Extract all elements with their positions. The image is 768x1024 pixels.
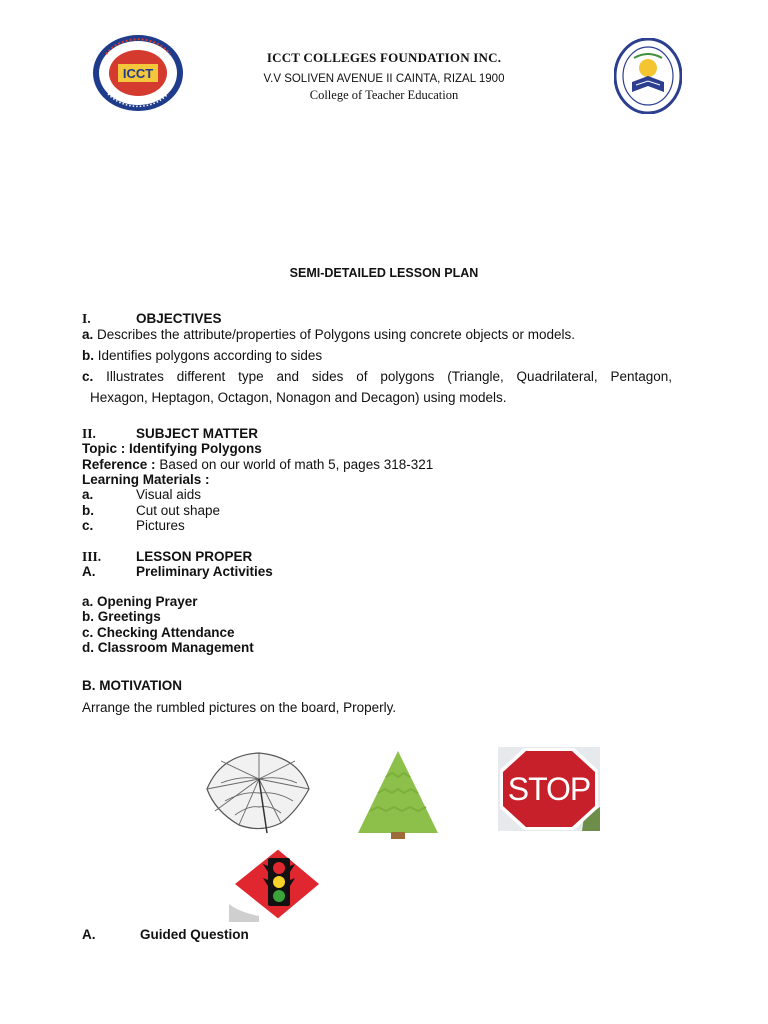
material-text: Visual aids <box>136 487 202 502</box>
reference-text: Based on our world of math 5, pages 318-321 <box>159 457 434 472</box>
motivation-heading: B. MOTIVATION <box>82 678 182 693</box>
objective-letter: c. <box>82 369 94 384</box>
lesson-proper-heading <box>82 549 252 565</box>
umbrella-icon <box>201 749 313 835</box>
objective-text: Describes the attribute/properties of Polygons using concrete objects or models. <box>97 327 576 342</box>
material-item <box>82 518 185 534</box>
institution-address: V.V SOLIVEN AVENUE II CAINTA, RIZAL 1900 <box>263 73 505 85</box>
objective-c <box>82 369 672 385</box>
objective-text: Hexagon, Heptagon, Octagon, Nonagon and Decagon) using models. <box>90 390 507 405</box>
traffic-light-sign-picture <box>229 846 323 922</box>
tree-picture <box>356 749 440 839</box>
material-letter: c. <box>82 518 94 533</box>
preliminary-heading-text: Preliminary Activities <box>136 564 273 579</box>
preliminary-letter: A. <box>82 564 96 579</box>
subject-matter-heading-text: SUBJECT MATTER <box>136 426 259 441</box>
objectives-numeral: I. <box>82 311 91 326</box>
material-letter: b. <box>82 503 94 518</box>
material-text: Pictures <box>136 518 185 533</box>
objective-c-continued <box>90 390 680 406</box>
objective-letter: a. <box>82 327 94 342</box>
college-name: College of Teacher Education <box>309 88 459 102</box>
activity-item: a. Opening Prayer <box>82 594 198 609</box>
material-item <box>82 503 220 519</box>
activity-item: c. Checking Attendance <box>82 625 235 640</box>
subject-matter-numeral: II. <box>82 426 96 441</box>
objective-letter: b. <box>82 348 94 363</box>
objectives-heading <box>82 311 222 327</box>
material-text: Cut out shape <box>136 503 221 518</box>
stop-sign-picture <box>498 747 600 831</box>
pine-tree-icon <box>356 749 440 839</box>
stop-sign-text: STOP <box>507 771 591 807</box>
lesson-proper-heading-text: LESSON PROPER <box>136 549 253 564</box>
umbrella-picture <box>201 749 313 835</box>
topic-line: Topic : Identifying Polygons <box>82 441 262 456</box>
lesson-proper-numeral: III. <box>82 549 102 564</box>
institution-name: ICCT COLLEGES FOUNDATION INC. <box>266 50 502 65</box>
svg-text:ICCT: ICCT <box>122 66 154 81</box>
material-letter: a. <box>82 487 94 502</box>
material-item <box>82 487 201 503</box>
materials-label: Learning Materials : <box>82 472 210 487</box>
guided-heading-text: Guided Question <box>140 927 249 942</box>
activity-item: d. Classroom Management <box>82 640 254 655</box>
objectives-heading-text: OBJECTIVES <box>136 311 222 326</box>
guided-letter: A. <box>82 927 96 942</box>
motivation-instruction: Arrange the rumbled pictures on the board, Properly. <box>82 700 397 715</box>
guided-question-heading <box>82 927 249 943</box>
reference-line <box>82 457 433 473</box>
objective-b <box>82 348 674 364</box>
traffic-light-icon <box>229 846 323 922</box>
objective-a <box>82 327 674 343</box>
objective-text: Identifies polygons according to sides <box>97 348 323 363</box>
lesson-plan-title: SEMI-DETAILED LESSON PLAN <box>289 266 479 280</box>
subject-matter-heading <box>82 426 258 442</box>
activity-item: b. Greetings <box>82 609 161 624</box>
preliminary-heading <box>82 564 273 580</box>
objective-text: Illustrates different type and sides of polygons (Triangle, Quadrilateral, Pentagon, <box>106 369 672 384</box>
reference-label: Reference : <box>82 457 156 472</box>
